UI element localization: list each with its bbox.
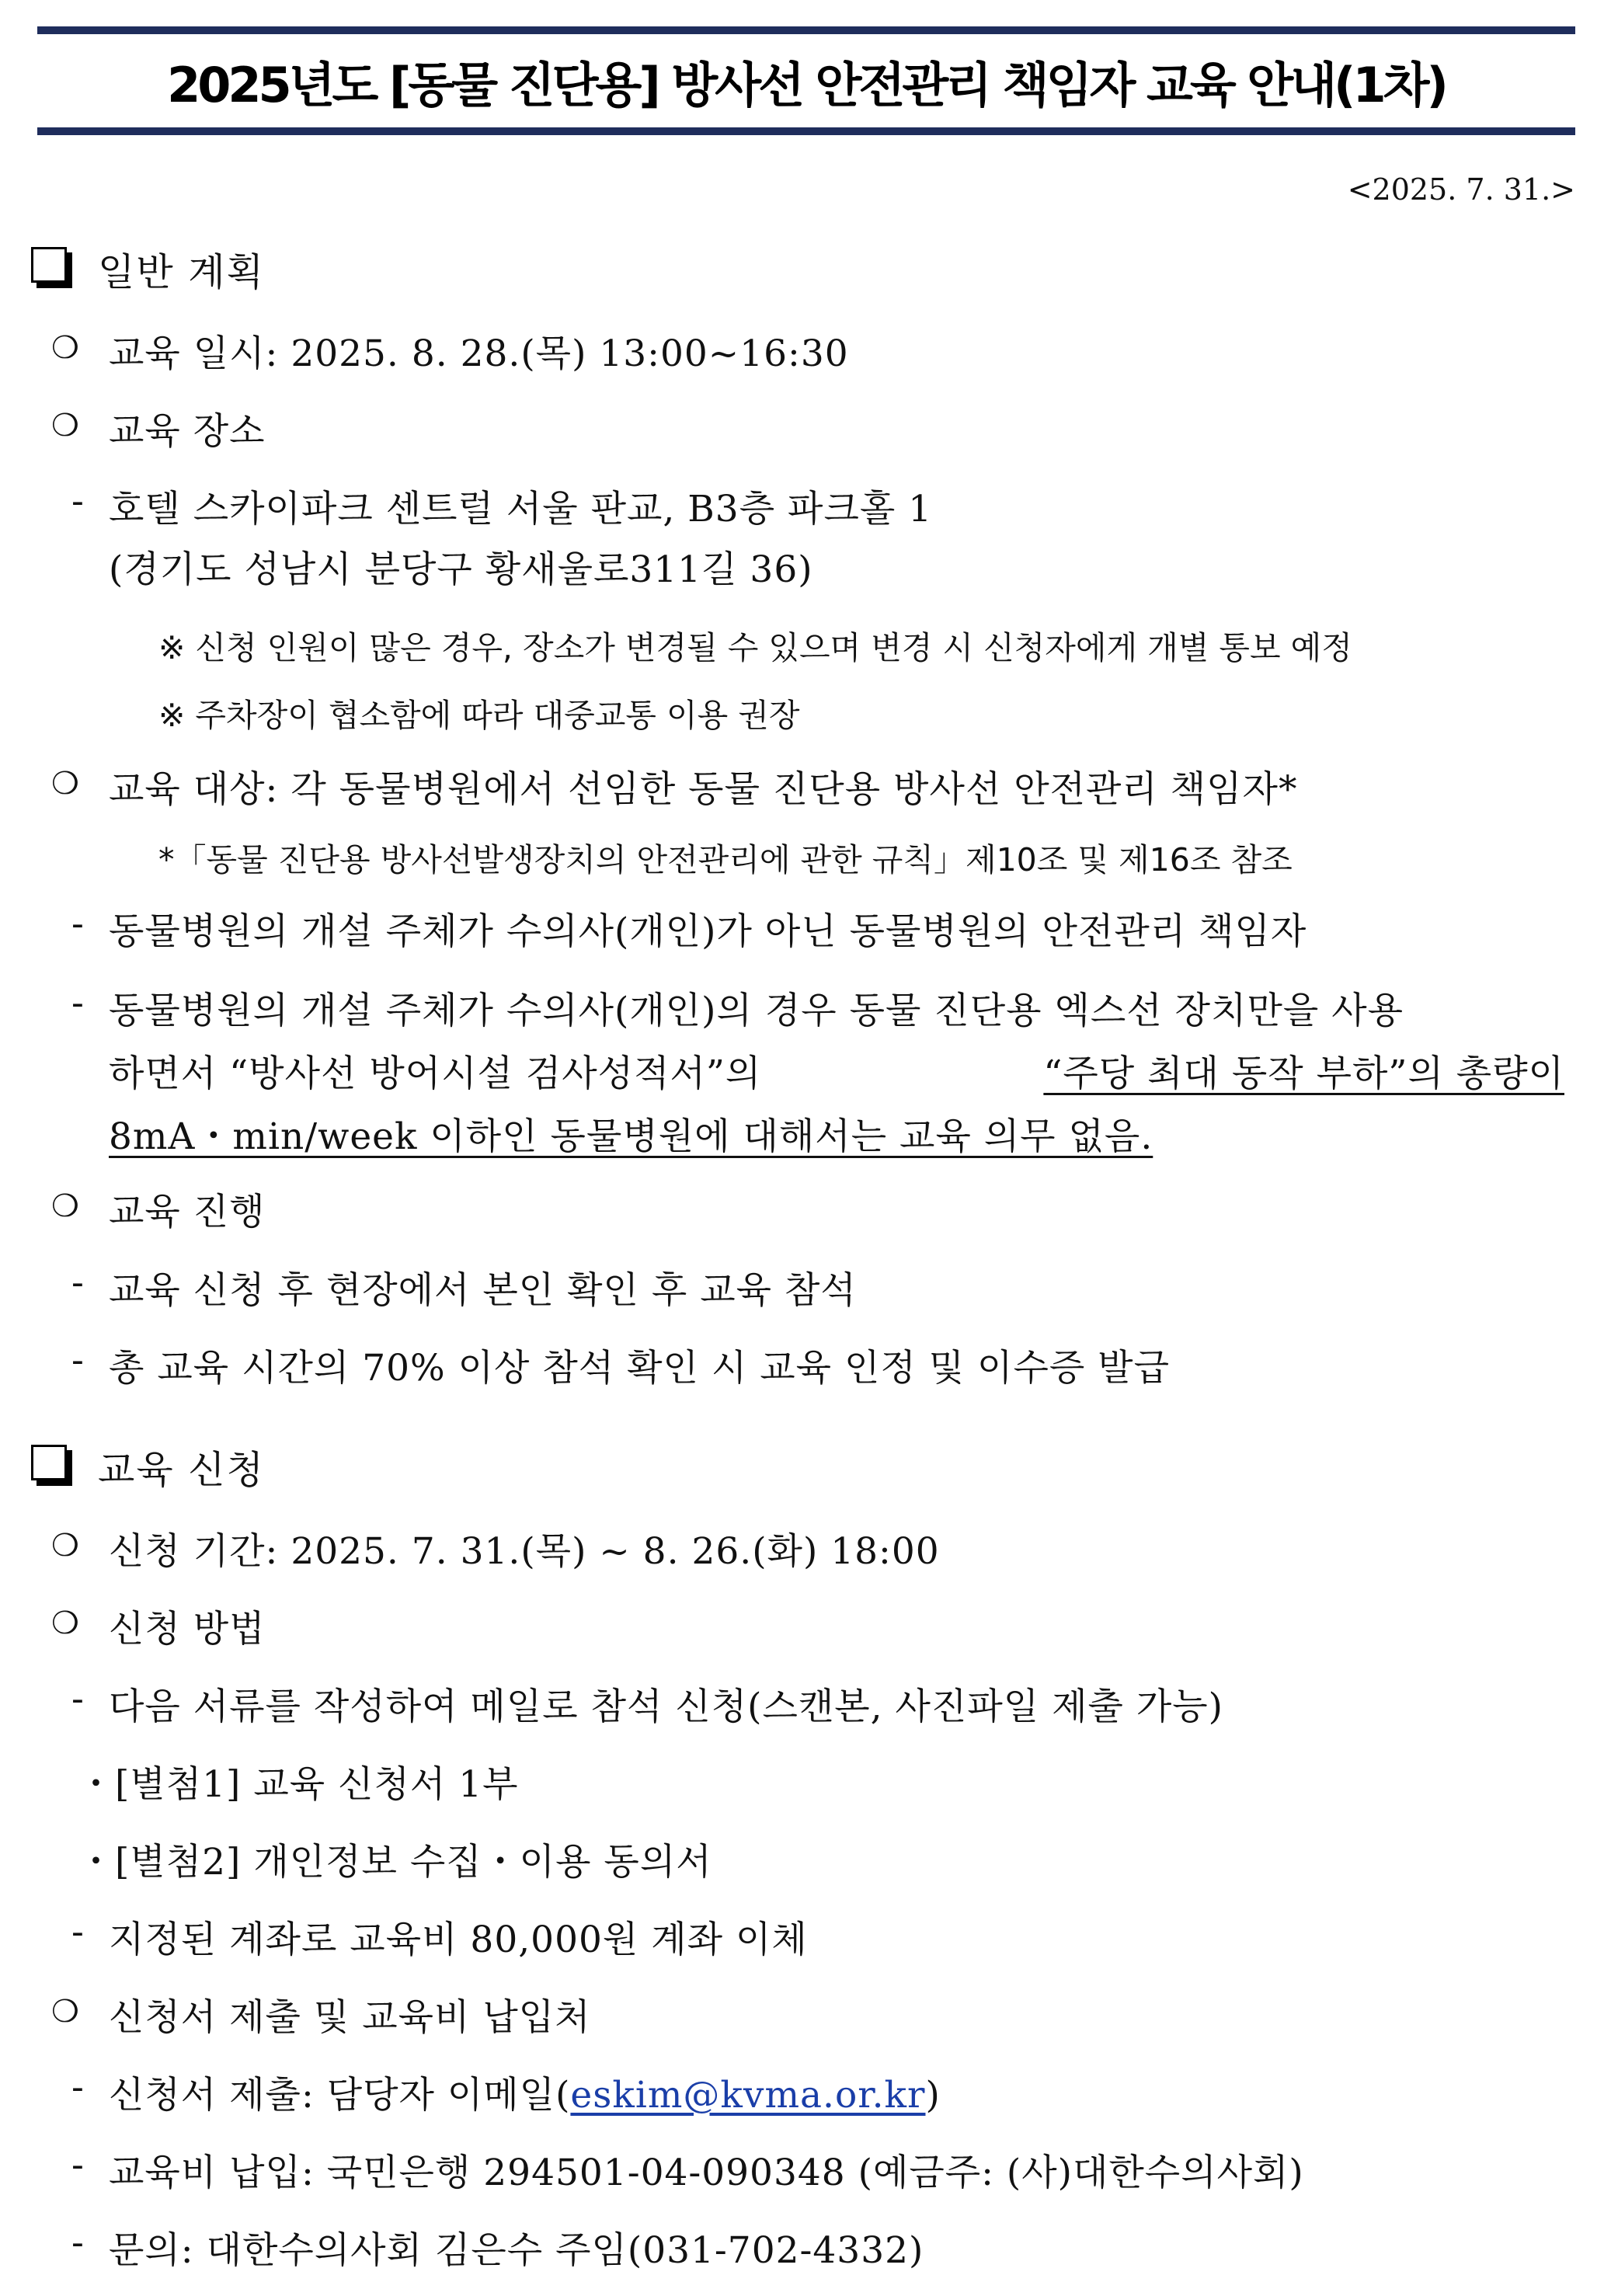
venue-note-parking: ※ 주차장이 협소함에 따라 대중교통 이용 권장 (158, 697, 800, 734)
dash-marker: - (71, 2221, 84, 2264)
circle-bullet-icon: ❍ (51, 766, 79, 802)
target-item-1: 동물병원의 개설 주체가 수의사(개인)가 아닌 동물병원의 안전관리 책임자 (109, 910, 1307, 953)
circle-bullet-icon: ❍ (51, 1528, 79, 1564)
section-checkbox-icon (31, 1445, 67, 1480)
dash-marker: - (71, 2144, 84, 2186)
dash-marker: - (71, 982, 84, 1025)
target-item-2-text: 하면서 “방사선 방어시설 검사성적서”의 (109, 1052, 762, 1095)
circle-bullet-icon: ❍ (51, 330, 79, 366)
payment-line: 교육비 납입: 국민은행 294501-04-090348 (예금주: (사)대한수의사회) (109, 2152, 1304, 2194)
submit-line (109, 2066, 941, 2118)
dash-marker: - (71, 1911, 84, 1953)
target-note: *「동물 진단용 방사선발생장치의 안전관리에 관한 규칙」제10조 및 제16조 참조 (158, 841, 1293, 878)
target-item-2-line-3: 8mA・min/week 이하인 동물병원에 대해서는 교육 의무 없음. (109, 1115, 1153, 1158)
page-title: 2025년도 [동물 진단용] 방사선 안전관리 책임자 교육 안내(1차) (167, 56, 1446, 113)
method-item-1: 다음 서류를 작성하여 메일로 참석 신청(스캔본, 사진파일 제출 가능) (109, 1685, 1223, 1728)
contact-line: 문의: 대한수의사회 김은수 주임(031-702-4332) (109, 2229, 924, 2272)
circle-bullet-icon: ❍ (51, 408, 79, 444)
schedule-line: 교육 일시: 2025. 8. 28.(목) 13:00~16:30 (109, 332, 849, 375)
document-date: <2025. 7. 31.> (1347, 172, 1575, 207)
circle-bullet-icon: ❍ (51, 1994, 79, 2030)
attachment-1: ・[별첨1] 교육 신청서 1부 (78, 1763, 519, 1806)
section-checkbox-icon (31, 247, 67, 283)
method-label: 신청 방법 (109, 1608, 266, 1651)
submit-prefix: 신청서 제출: 담당자 이메일( (109, 2074, 571, 2117)
process-label: 교육 진행 (109, 1191, 266, 1233)
attachment-2: ・[별첨2] 개인정보 수집・이용 동의서 (78, 1841, 712, 1884)
title-top-rule (37, 26, 1575, 34)
process-item-1: 교육 신청 후 현장에서 본인 확인 후 교육 참석 (109, 1269, 857, 1312)
application-period: 신청 기간: 2025. 7. 31.(목) ~ 8. 26.(화) 18:00 (109, 1530, 940, 1573)
process-item-2: 총 교육 시간의 70% 이상 참석 확인 시 교육 인정 및 이수증 발급 (109, 1347, 1170, 1390)
venue-name: 호텔 스카이파크 센트럴 서울 판교, B3층 파크홀 1 (109, 488, 933, 531)
venue-label: 교육 장소 (109, 410, 266, 453)
target-item-2-line-1: 동물병원의 개설 주체가 수의사(개인)의 경우 동물 진단용 엑스선 장치만을 사용 (109, 990, 1404, 1032)
circle-bullet-icon: ❍ (51, 1605, 79, 1641)
section-heading-general: 일반 계획 (98, 250, 265, 294)
target-item-2-line-2 (109, 1045, 1564, 1097)
email-link[interactable]: eskim@kvma.or.kr (570, 2074, 926, 2117)
target-item-2-emphasis: “주당 최대 동작 부하”의 총량이 (1043, 1052, 1564, 1095)
submit-label: 신청서 제출 및 교육비 납입처 (109, 1996, 591, 2039)
dash-marker: - (71, 1261, 84, 1304)
title-bottom-rule (37, 127, 1575, 135)
venue-note-change: ※ 신청 인원이 많은 경우, 장소가 변경될 수 있으며 변경 시 신청자에게 개별 통보 예정 (158, 629, 1352, 666)
dash-marker: - (71, 1678, 84, 1720)
dash-marker: - (71, 480, 84, 523)
section-heading-application: 교육 신청 (98, 1448, 265, 1492)
dash-marker: - (71, 903, 84, 945)
venue-address: (경기도 성남시 분당구 황새울로311길 36) (109, 548, 813, 591)
dash-marker: - (71, 2066, 84, 2109)
method-item-2: 지정된 계좌로 교육비 80,000원 계좌 이체 (109, 1919, 808, 1961)
submit-suffix: ) (925, 2074, 941, 2117)
circle-bullet-icon: ❍ (51, 1188, 79, 1224)
dash-marker: - (71, 1339, 84, 1382)
target-line: 교육 대상: 각 동물병원에서 선임한 동물 진단용 방사선 안전관리 책임자* (109, 768, 1298, 811)
